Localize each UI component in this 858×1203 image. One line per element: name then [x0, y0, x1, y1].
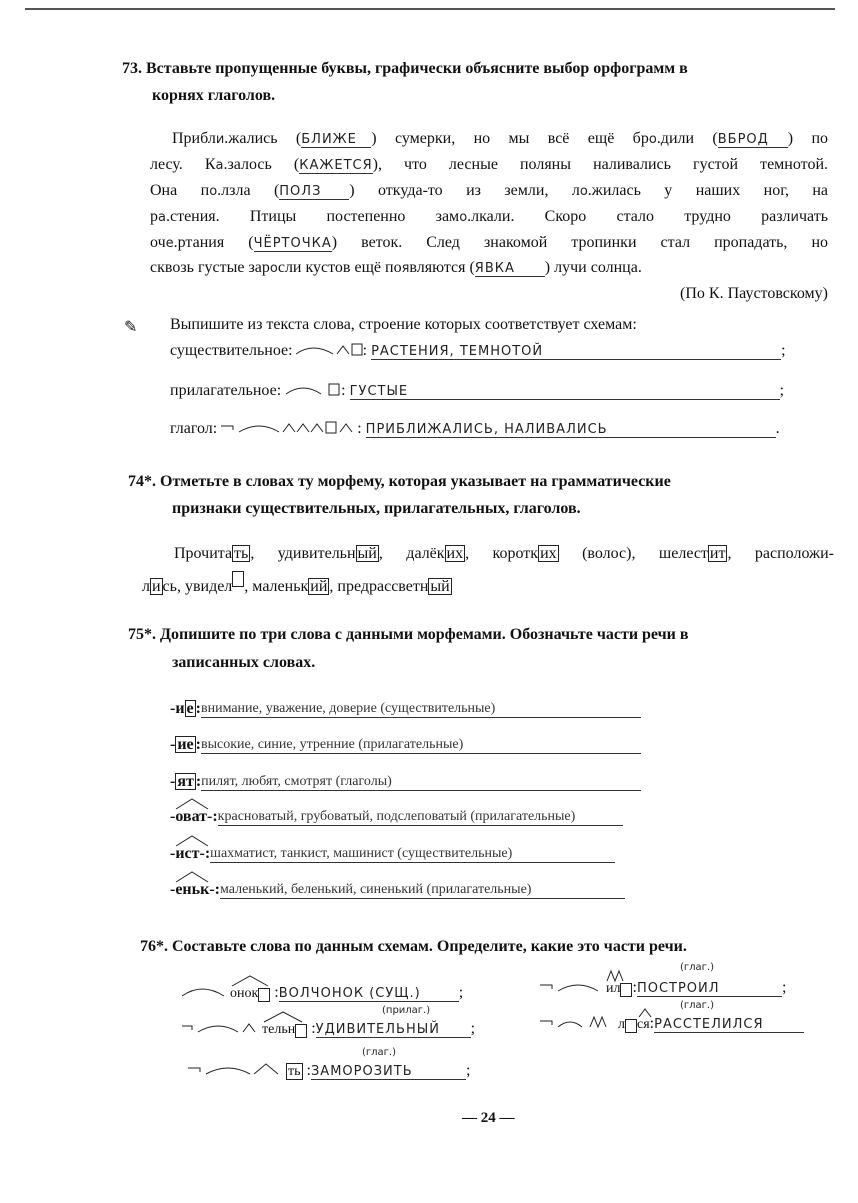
marked-ending: ый — [357, 545, 377, 562]
ending-box-icon — [295, 1024, 307, 1038]
ex76-answer-field[interactable]: ПОСТРОИЛ — [637, 981, 782, 997]
prefix-root-suffix-icon — [180, 1018, 262, 1038]
text-fragment: чать — [798, 208, 829, 225]
ex76-left-row-3: ть : ЗАМОРОЗИТЬ ; — [186, 1060, 470, 1080]
suffix-text: еньк — [175, 881, 209, 898]
text-fragment: вляются ( — [409, 259, 475, 276]
ending-box: е — [186, 700, 194, 717]
text-fragment: ) откуда-то из земли, л — [349, 182, 580, 199]
postfix-mark-icon — [637, 1009, 653, 1017]
inserted-letter: о — [648, 132, 657, 147]
text-fragment: .лкали. Скоро стало трудно разл — [467, 208, 791, 225]
morpheme-label: - ят : — [170, 773, 202, 790]
verb-scheme-row: глагол: : ПРИБЛИЖАЛИСЬ, НАЛИВАЛИСЬ . — [170, 420, 780, 437]
inserted-letter: и — [790, 210, 799, 225]
prefix-root-suffix-icon — [538, 977, 606, 997]
text-fragment: , удивительн — [250, 545, 356, 562]
suffix-text: ист — [175, 845, 199, 862]
ex74-words-line1 — [174, 545, 834, 563]
text-fragment: Прочита — [174, 545, 233, 562]
ending-box: ят — [177, 773, 194, 790]
suffix-text: л — [618, 1017, 625, 1032]
marked-ending: ый — [430, 578, 450, 595]
punct: ; — [458, 984, 464, 1001]
ex76-right-row-2: л ся : РАССТЕЛИЛСЯ — [538, 1013, 804, 1033]
root-arc-icon — [180, 982, 230, 1002]
inserted-letter: я — [401, 261, 410, 276]
ex75-title-line1: 75*. Допишите по три слова с данными морфемами. Обозначьте части речи в — [128, 626, 689, 643]
inserted-letter: о — [459, 210, 468, 225]
ex76-left-row-2: тельн : УДИВИТЕЛЬНЫЙ ; — [180, 1018, 475, 1038]
text-fragment: , далёк — [378, 545, 445, 562]
suffix-mark-icon — [175, 836, 209, 846]
ex75-row — [170, 773, 641, 791]
punct: ; — [470, 1020, 476, 1037]
pos-note: (прилаг.) — [382, 1005, 431, 1016]
inserted-letter: а — [158, 210, 166, 225]
morpheme-label: - оват-: — [170, 808, 218, 826]
text-fragment: .жались ( — [224, 130, 302, 147]
ex75-answer-field[interactable]: красноватый, грубоватый, подслеповатый (прилагательные) — [218, 809, 623, 826]
text-fragment: ) веток. След знакомой тропинки стал пропадать, но — [331, 234, 829, 251]
marked-ending: ит — [709, 545, 726, 562]
marked-ending: ть — [234, 545, 249, 562]
prefix-root-suffix-icon — [186, 1060, 286, 1080]
ex75-title-line2: записанных словах. — [172, 654, 316, 671]
text-fragment: сли кустов ещё по — [277, 259, 402, 276]
ex75-row — [170, 845, 615, 863]
ex76-answer-field[interactable]: УДИВИТЕЛЬНЫЙ — [316, 1022, 471, 1038]
ex75-row — [170, 736, 641, 754]
suffix-mark-icon — [175, 799, 209, 809]
text-fragment: (волос), шелест — [558, 545, 708, 562]
noun-scheme-row: существительное: : РАСТЕНИЯ, ТЕМНОТОЙ ; — [170, 342, 786, 359]
pencil-icon: ✎ — [124, 319, 138, 336]
ex73-text-line — [150, 234, 828, 252]
ex76-left-row-1: онок : ВОЛЧОНОК (СУЩ.) ; — [180, 982, 463, 1002]
ending-box: ие — [177, 736, 194, 753]
ex76-answer-field[interactable]: РАССТЕЛИЛСЯ — [654, 1017, 804, 1033]
ex73-title-line2: корнях глаголов. — [152, 87, 276, 104]
text-fragment: л — [142, 578, 150, 595]
ex75-answer-field[interactable]: внимание, уважение, доверие (существительные) — [201, 701, 641, 718]
morpheme-scheme-icon — [293, 340, 363, 360]
morpheme-label: - еньк-: — [170, 881, 220, 899]
text-fragment: , коротк — [465, 545, 539, 562]
text-fragment: , предрассветн — [329, 578, 429, 595]
ending-box-icon — [625, 1019, 637, 1033]
text-fragment: , расположи- — [727, 545, 834, 562]
adj-label: прилагательное: — [170, 382, 282, 399]
ex73-attribution: (По К. Паустовскому) — [680, 285, 828, 302]
suffix-mark-icon — [606, 971, 626, 981]
morpheme-label: - ие : — [170, 736, 201, 753]
ex74-title-line1: 74*. Отметьте в словах ту морфему, которая указывает на грамматические — [128, 473, 671, 490]
suffix-mark-icon — [175, 872, 209, 882]
text-fragment: сь, увидел — [162, 578, 233, 595]
suffix-text: оват — [175, 808, 207, 825]
ex75-row — [170, 808, 623, 826]
page-top-border — [25, 8, 835, 10]
suffix-mark-icon — [262, 1012, 304, 1022]
ex76-right-row-1: ил : ПОСТРОИЛ ; — [538, 977, 786, 997]
ex76-answer-field[interactable]: ВОЛЧОНОК (СУЩ.) — [279, 986, 459, 1002]
handwritten-answer[interactable]: ЯВКА — [475, 261, 545, 277]
text-fragment: , маленьк — [244, 578, 309, 595]
handwritten-answer[interactable]: ПОЛЗ — [279, 184, 349, 200]
marked-ending: их — [540, 545, 557, 562]
suffix-text: ил — [606, 981, 621, 996]
text-fragment: .стения. Птицы постепенно зам — [165, 208, 460, 225]
ex75-row — [170, 700, 641, 718]
ex76-title: 76*. Составьте слова по данным схемам. Определите, какие это части речи. — [140, 938, 687, 955]
verb-answer-field[interactable]: ПРИБЛИЖАЛИСЬ, НАЛИВАЛИСЬ — [366, 422, 776, 438]
punct: ; — [465, 1062, 471, 1079]
ex73-text-line — [150, 259, 780, 277]
ex75-row — [170, 881, 625, 899]
ex73-title-line1: 73. Вставьте пропущенные буквы, графически объясните выбор орфограмм в — [122, 60, 688, 77]
text-fragment: Она п — [150, 182, 210, 199]
handwritten-answer[interactable]: ЧЁРТОЧКА — [253, 236, 332, 251]
text-fragment: .жилась у наших ног, на — [587, 182, 829, 199]
ex74-words-line2 — [142, 571, 452, 596]
handwritten-answer[interactable]: БЛИЖЕ — [301, 132, 371, 148]
morpheme-scheme-icon — [217, 418, 357, 438]
text-fragment: .лзла ( — [217, 182, 280, 199]
ex75-answer-field[interactable]: высокие, синие, утренние (прилагательные) — [201, 737, 641, 754]
ex73-text-line — [150, 208, 828, 226]
inserted-letter: и — [215, 132, 225, 147]
inserted-letter: е — [165, 236, 174, 251]
text-fragment: ) по — [787, 130, 829, 147]
ex75-answer-field[interactable]: пилят, любят, смотрят (глаголы) — [201, 774, 641, 791]
noun-answer-field[interactable]: РАСТЕНИЯ, ТЕМНОТОЙ — [371, 344, 781, 360]
text-fragment: ) лучи солнца. — [544, 259, 642, 276]
text-fragment: .ртания ( — [173, 234, 254, 251]
adj-answer-field[interactable]: ГУСТЫЕ — [350, 384, 780, 400]
ex75-answer-field[interactable]: маленький, беленький, синенький (прилагательные) — [220, 882, 625, 899]
morpheme-label: - ист-: — [170, 845, 210, 863]
ending-box-icon — [258, 988, 270, 1002]
text-fragment: .дили ( — [656, 130, 718, 147]
pos-note: (глаг.) — [680, 962, 715, 973]
handwritten-answer[interactable]: КАЖЕТСЯ — [299, 158, 373, 173]
pos-note: (глаг.) — [362, 1047, 397, 1058]
ex75-answer-field[interactable]: шахматист, танкист, машинист (существительные) — [210, 846, 615, 863]
text-fragment: .залось ( — [223, 156, 300, 173]
morpheme-scheme-icon — [281, 380, 341, 400]
text-fragment: сквозь густые зар — [150, 259, 270, 276]
adj-scheme-row: прилагательное: : ГУСТЫЕ ; — [170, 382, 785, 399]
suffix-text: тельн — [262, 1022, 296, 1037]
ex73-text-line — [172, 130, 828, 148]
text-fragment: оч — [150, 234, 166, 251]
page-number: — 24 — — [462, 1110, 515, 1126]
ex74-title-line2: признаки существительных, прилагательных, глаголов. — [172, 500, 581, 517]
inserted-letter: а — [215, 158, 224, 173]
noun-label: существительное: — [170, 342, 293, 359]
marked-ending: ий — [310, 578, 328, 595]
text-fragment: лесу. К — [150, 156, 216, 173]
inserted-letter: о — [579, 184, 588, 199]
ex76-answer-field[interactable]: ЗАМОРОЗИТЬ — [311, 1064, 466, 1080]
morpheme-label: -и е : — [170, 700, 201, 717]
verb-label: глагол: — [170, 420, 218, 437]
text-fragment: Прибл — [172, 130, 216, 147]
ending-box: ть — [288, 1064, 301, 1079]
marked-ending: их — [446, 545, 464, 562]
ex73-text-line — [150, 156, 828, 174]
postfix-text: ся — [637, 1017, 650, 1032]
marked-ending — [232, 571, 244, 587]
ending-box-icon — [620, 983, 632, 997]
text-fragment: р — [150, 208, 158, 225]
pos-note: (глаг.) — [680, 1000, 715, 1011]
ex73-task: Выпишите из текста слова, строение которых соответствует схемам: — [170, 316, 637, 333]
suffix-mark-icon — [230, 976, 270, 986]
inserted-letter: о — [269, 261, 278, 276]
suffix-text: онок — [230, 986, 259, 1001]
marked-ending: и — [151, 578, 161, 595]
handwritten-answer[interactable]: ВБРОД — [718, 132, 788, 148]
text-fragment: ) сумерки, но мы всё ещё бр — [371, 130, 649, 147]
prefix-root-suffix-icon — [538, 1013, 618, 1033]
inserted-letter: о — [209, 184, 218, 199]
text-fragment: ), что лесные поляны наливались густой темнотой. — [372, 156, 829, 173]
ex73-text-line — [150, 182, 828, 200]
punct: ; — [781, 979, 787, 996]
